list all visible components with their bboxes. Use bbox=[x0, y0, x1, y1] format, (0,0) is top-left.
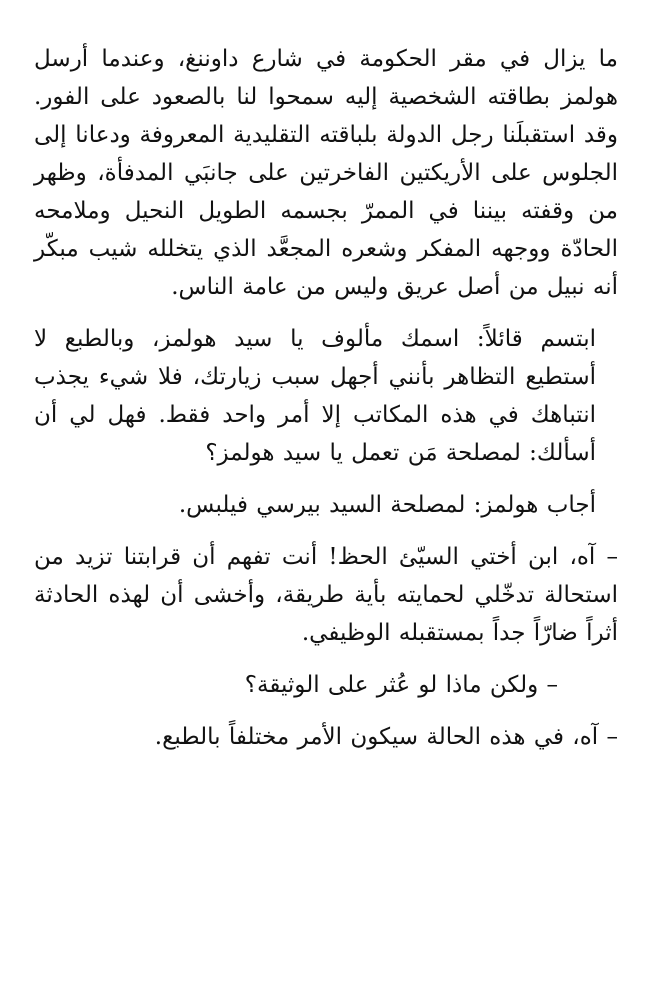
paragraph-dialogue-answer: – آه، في هذه الحالة سيكون الأمر مختلفاً بالطبع. bbox=[154, 724, 618, 750]
paragraph-holmes-reply: أجاب هولمز: لمصلحة السيد بيرسي فيلبس. bbox=[178, 492, 596, 518]
book-page bbox=[34, 40, 618, 770]
paragraph-dialogue-nephew: – آه، ابن أختي السيّئ الحظ! أنت تفهم أن قرابتنا تزيد من استحالة تدخّلي لحمايته بأية طريقة، وأخشى أن لهذه الحادثة أثراً ضارّاً جداً بمستقبله الوظيفي. bbox=[34, 544, 618, 646]
paragraph-dialogue-question: – ولكن ماذا لو عُثر على الوثيقة؟ bbox=[244, 672, 558, 698]
paragraph-narration: ما يزال في مقر الحكومة في شارع داوننغ، وعندما أرسل هولمز بطاقته الشخصية إليه سمحوا لنا بالصعود على الفور. وقد استقبلَنا رجل الدولة بلباقته التقليدية المعروفة ودعانا إلى الجلوس على الأريكتين الفاخرتين على جانبَي المدفأة، وظهر من وقفته بيننا في الممرّ بجسمه الطويل النحيل وملامحه الحادّة ووجهه المفكر وشعره المجعَّد الذي يتخلله شيب مبكّر أنه نبيل من أصل عريق وليس من عامة الناس. bbox=[34, 46, 618, 300]
paragraph-greeting: ابتسم قائلاً: اسمك مألوف يا سيد هولمز، وبالطبع لا أستطيع التظاهر بأنني أجهل سبب زيارتك، فلا شيء يجذب انتباهك في هذه المكاتب إلا أمر واحد فقط. فهل لي أن أسألك: لمصلحة مَن تعمل يا سيد هولمز؟ bbox=[34, 326, 596, 466]
